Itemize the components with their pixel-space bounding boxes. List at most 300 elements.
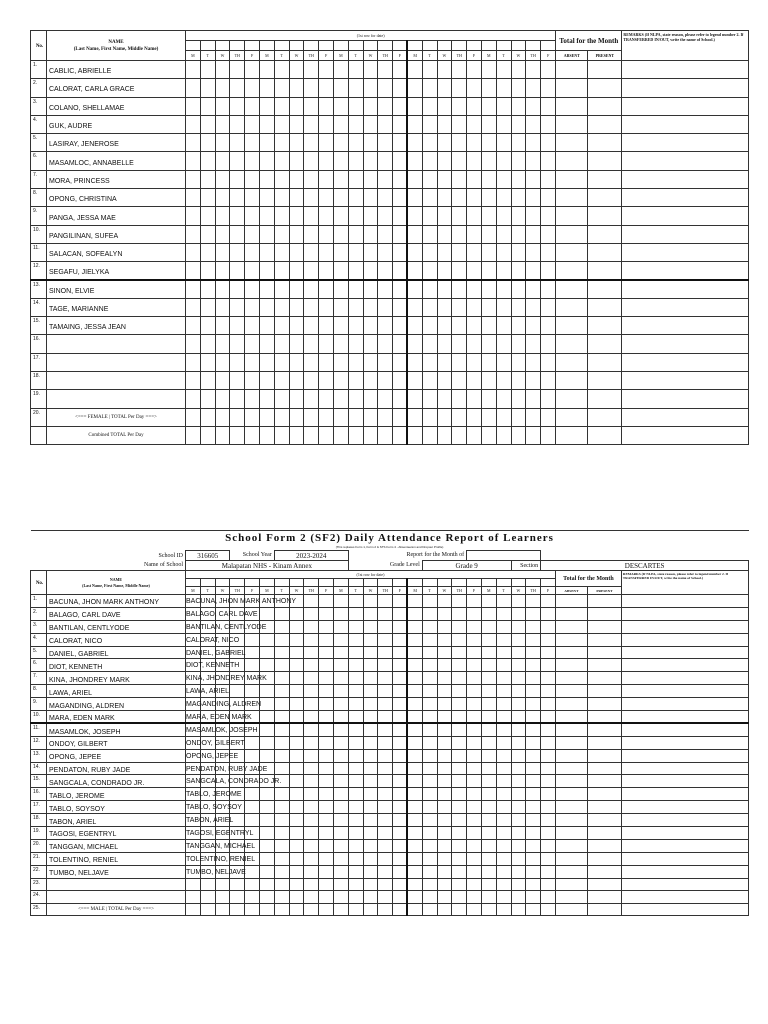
- attendance-cell[interactable]: [245, 280, 260, 298]
- total-day-cell[interactable]: [407, 408, 422, 426]
- attendance-cell[interactable]: [215, 372, 230, 390]
- attendance-cell[interactable]: [215, 134, 230, 152]
- attendance-cell[interactable]: [186, 878, 201, 891]
- present-total-cell[interactable]: [587, 749, 621, 762]
- attendance-cell[interactable]: [378, 595, 393, 608]
- attendance-cell[interactable]: [259, 814, 274, 827]
- total-day-cell[interactable]: [245, 904, 260, 916]
- attendance-cell[interactable]: [422, 298, 437, 316]
- attendance-cell[interactable]: [304, 607, 319, 620]
- attendance-cell[interactable]: [259, 788, 274, 801]
- attendance-cell[interactable]: [452, 243, 467, 261]
- attendance-cell[interactable]: [289, 298, 304, 316]
- attendance-cell[interactable]: [407, 749, 422, 762]
- attendance-cell[interactable]: [481, 685, 496, 698]
- attendance-cell[interactable]: [289, 152, 304, 170]
- attendance-cell[interactable]: [363, 711, 378, 724]
- remarks-cell[interactable]: [621, 723, 748, 736]
- attendance-cell[interactable]: [511, 243, 526, 261]
- total-day-cell[interactable]: [393, 426, 408, 444]
- attendance-cell[interactable]: [304, 61, 319, 79]
- attendance-cell[interactable]: [437, 207, 452, 225]
- date-cell[interactable]: [541, 579, 556, 587]
- absent-total-cell[interactable]: [555, 659, 587, 672]
- attendance-cell[interactable]: [422, 152, 437, 170]
- attendance-cell[interactable]: [333, 659, 348, 672]
- attendance-cell[interactable]: [245, 152, 260, 170]
- attendance-cell[interactable]: [333, 607, 348, 620]
- attendance-cell[interactable]: [363, 607, 378, 620]
- attendance-cell[interactable]: [245, 749, 260, 762]
- attendance-cell[interactable]: [541, 749, 556, 762]
- attendance-cell[interactable]: [245, 891, 260, 904]
- attendance-cell[interactable]: [437, 801, 452, 814]
- attendance-cell[interactable]: [333, 353, 348, 371]
- attendance-cell[interactable]: [319, 243, 334, 261]
- attendance-cell[interactable]: [304, 685, 319, 698]
- attendance-cell[interactable]: [437, 775, 452, 788]
- attendance-cell[interactable]: [304, 827, 319, 840]
- attendance-cell[interactable]: [511, 607, 526, 620]
- total-day-cell[interactable]: [200, 904, 215, 916]
- attendance-cell[interactable]: [407, 372, 422, 390]
- present-total-cell[interactable]: [587, 762, 621, 775]
- attendance-cell[interactable]: [289, 839, 304, 852]
- attendance-cell[interactable]: [526, 607, 541, 620]
- attendance-cell[interactable]: [496, 134, 511, 152]
- attendance-cell[interactable]: [511, 762, 526, 775]
- total-day-cell[interactable]: [289, 426, 304, 444]
- total-day-cell[interactable]: [378, 408, 393, 426]
- attendance-cell[interactable]: [378, 891, 393, 904]
- total-day-cell[interactable]: [511, 904, 526, 916]
- attendance-cell[interactable]: [274, 225, 289, 243]
- attendance-cell[interactable]: [319, 659, 334, 672]
- attendance-cell[interactable]: [319, 801, 334, 814]
- attendance-cell[interactable]: [304, 298, 319, 316]
- attendance-cell[interactable]: [289, 79, 304, 97]
- attendance-cell[interactable]: [526, 788, 541, 801]
- attendance-cell[interactable]: [348, 620, 363, 633]
- attendance-cell[interactable]: [496, 801, 511, 814]
- attendance-cell[interactable]: [319, 152, 334, 170]
- attendance-cell[interactable]: [541, 189, 556, 207]
- attendance-cell[interactable]: [215, 298, 230, 316]
- attendance-cell[interactable]: [304, 262, 319, 280]
- attendance-cell[interactable]: [186, 891, 201, 904]
- attendance-cell[interactable]: [186, 335, 201, 353]
- attendance-cell[interactable]: [437, 607, 452, 620]
- attendance-cell[interactable]: [348, 659, 363, 672]
- total-day-cell[interactable]: [437, 426, 452, 444]
- attendance-cell[interactable]: [437, 736, 452, 749]
- attendance-cell[interactable]: [422, 736, 437, 749]
- present-total-cell[interactable]: [587, 646, 621, 659]
- attendance-cell[interactable]: [407, 801, 422, 814]
- attendance-cell[interactable]: [511, 79, 526, 97]
- attendance-cell[interactable]: [481, 353, 496, 371]
- attendance-cell[interactable]: [422, 891, 437, 904]
- attendance-cell[interactable]: [452, 711, 467, 724]
- date-cell[interactable]: [186, 579, 201, 587]
- total-day-cell[interactable]: [215, 408, 230, 426]
- attendance-cell[interactable]: [393, 839, 408, 852]
- attendance-cell[interactable]: [319, 390, 334, 408]
- attendance-cell[interactable]: [511, 827, 526, 840]
- attendance-cell[interactable]: [511, 298, 526, 316]
- attendance-cell[interactable]: [511, 672, 526, 685]
- attendance-cell[interactable]: [452, 633, 467, 646]
- attendance-cell[interactable]: [319, 865, 334, 878]
- attendance-cell[interactable]: [348, 298, 363, 316]
- absent-total-cell[interactable]: [556, 317, 588, 335]
- attendance-cell[interactable]: [496, 762, 511, 775]
- attendance-cell[interactable]: [363, 335, 378, 353]
- attendance-cell[interactable]: [541, 891, 556, 904]
- absent-total-cell[interactable]: [555, 672, 587, 685]
- total-day-cell[interactable]: [452, 426, 467, 444]
- attendance-cell[interactable]: [245, 646, 260, 659]
- attendance-cell[interactable]: [215, 390, 230, 408]
- attendance-cell[interactable]: [289, 335, 304, 353]
- attendance-cell[interactable]: [526, 891, 541, 904]
- attendance-cell[interactable]: [422, 225, 437, 243]
- attendance-cell[interactable]: [200, 878, 215, 891]
- attendance-cell[interactable]: [186, 672, 267, 685]
- attendance-cell[interactable]: [274, 736, 289, 749]
- attendance-cell[interactable]: [511, 280, 526, 298]
- absent-total-cell[interactable]: [555, 595, 587, 608]
- attendance-cell[interactable]: [452, 698, 467, 711]
- attendance-cell[interactable]: [511, 775, 526, 788]
- attendance-cell[interactable]: [378, 839, 393, 852]
- attendance-cell[interactable]: [259, 852, 274, 865]
- attendance-cell[interactable]: [511, 262, 526, 280]
- attendance-cell[interactable]: [467, 736, 482, 749]
- absent-total-cell[interactable]: [556, 189, 588, 207]
- attendance-cell[interactable]: [200, 225, 215, 243]
- attendance-cell[interactable]: [526, 317, 541, 335]
- attendance-cell[interactable]: [333, 170, 348, 188]
- present-total-cell[interactable]: [588, 390, 622, 408]
- absent-total-cell[interactable]: [556, 207, 588, 225]
- remarks-cell[interactable]: [621, 878, 748, 891]
- present-total-cell[interactable]: [587, 595, 621, 608]
- present-total-cell[interactable]: [588, 152, 622, 170]
- attendance-cell[interactable]: [363, 659, 378, 672]
- attendance-cell[interactable]: [407, 814, 422, 827]
- total-cell[interactable]: [556, 408, 588, 426]
- attendance-cell[interactable]: [378, 749, 393, 762]
- remarks-cell[interactable]: [621, 852, 748, 865]
- date-cell[interactable]: [437, 41, 452, 51]
- attendance-cell[interactable]: [393, 762, 408, 775]
- total-day-cell[interactable]: [274, 426, 289, 444]
- attendance-cell[interactable]: [319, 814, 334, 827]
- attendance-cell[interactable]: [186, 79, 201, 97]
- attendance-cell[interactable]: [289, 749, 304, 762]
- attendance-cell[interactable]: [186, 262, 201, 280]
- total-day-cell[interactable]: [274, 904, 289, 916]
- attendance-cell[interactable]: [363, 298, 378, 316]
- attendance-cell[interactable]: [319, 788, 334, 801]
- attendance-cell[interactable]: [348, 865, 363, 878]
- remarks-cell[interactable]: [622, 61, 749, 79]
- attendance-cell[interactable]: [422, 711, 437, 724]
- attendance-cell[interactable]: [259, 646, 274, 659]
- attendance-cell[interactable]: [378, 298, 393, 316]
- attendance-cell[interactable]: [378, 152, 393, 170]
- attendance-cell[interactable]: [437, 878, 452, 891]
- attendance-cell[interactable]: [407, 711, 422, 724]
- total-day-cell[interactable]: [274, 408, 289, 426]
- total-day-cell[interactable]: [363, 904, 378, 916]
- attendance-cell[interactable]: [407, 788, 422, 801]
- attendance-cell[interactable]: [541, 865, 556, 878]
- attendance-cell[interactable]: [407, 243, 422, 261]
- attendance-cell[interactable]: [245, 372, 260, 390]
- attendance-cell[interactable]: [496, 749, 511, 762]
- attendance-cell[interactable]: [437, 335, 452, 353]
- attendance-cell[interactable]: [274, 298, 289, 316]
- total-day-cell[interactable]: [215, 426, 230, 444]
- total-cell[interactable]: [622, 408, 749, 426]
- attendance-cell[interactable]: [333, 672, 348, 685]
- attendance-cell[interactable]: [289, 225, 304, 243]
- attendance-cell[interactable]: [496, 595, 511, 608]
- date-cell[interactable]: [467, 579, 482, 587]
- attendance-cell[interactable]: [245, 170, 260, 188]
- attendance-cell[interactable]: [393, 711, 408, 724]
- attendance-cell[interactable]: [289, 659, 304, 672]
- attendance-cell[interactable]: [289, 736, 304, 749]
- present-total-cell[interactable]: [587, 620, 621, 633]
- attendance-cell[interactable]: [289, 189, 304, 207]
- attendance-cell[interactable]: [378, 262, 393, 280]
- total-day-cell[interactable]: [186, 426, 201, 444]
- attendance-cell[interactable]: [259, 170, 274, 188]
- present-total-cell[interactable]: [588, 353, 622, 371]
- date-cell[interactable]: [289, 579, 304, 587]
- attendance-cell[interactable]: [437, 298, 452, 316]
- attendance-cell[interactable]: [541, 672, 556, 685]
- attendance-cell[interactable]: [496, 775, 511, 788]
- attendance-cell[interactable]: [481, 390, 496, 408]
- attendance-cell[interactable]: [393, 736, 408, 749]
- total-day-cell[interactable]: [215, 904, 230, 916]
- attendance-cell[interactable]: [348, 723, 363, 736]
- attendance-cell[interactable]: [215, 97, 230, 115]
- attendance-cell[interactable]: [215, 878, 230, 891]
- attendance-cell[interactable]: [348, 685, 363, 698]
- total-day-cell[interactable]: [511, 408, 526, 426]
- attendance-cell[interactable]: [274, 390, 289, 408]
- attendance-cell[interactable]: [496, 878, 511, 891]
- attendance-cell[interactable]: [289, 97, 304, 115]
- attendance-cell[interactable]: [245, 79, 260, 97]
- attendance-cell[interactable]: [481, 620, 496, 633]
- attendance-cell[interactable]: [481, 711, 496, 724]
- attendance-cell[interactable]: [333, 335, 348, 353]
- attendance-cell[interactable]: [437, 891, 452, 904]
- attendance-cell[interactable]: [511, 61, 526, 79]
- attendance-cell[interactable]: [496, 620, 511, 633]
- attendance-cell[interactable]: [407, 620, 422, 633]
- attendance-cell[interactable]: [452, 839, 467, 852]
- attendance-cell[interactable]: [526, 646, 541, 659]
- attendance-cell[interactable]: [333, 891, 348, 904]
- attendance-cell[interactable]: [215, 243, 230, 261]
- attendance-cell[interactable]: [422, 839, 437, 852]
- attendance-cell[interactable]: [348, 152, 363, 170]
- attendance-cell[interactable]: [333, 225, 348, 243]
- remarks-cell[interactable]: [621, 620, 748, 633]
- attendance-cell[interactable]: [274, 827, 289, 840]
- attendance-cell[interactable]: [452, 390, 467, 408]
- attendance-cell[interactable]: [541, 788, 556, 801]
- attendance-cell[interactable]: [481, 97, 496, 115]
- total-cell[interactable]: [587, 904, 621, 916]
- attendance-cell[interactable]: [407, 97, 422, 115]
- attendance-cell[interactable]: [186, 801, 242, 814]
- attendance-cell[interactable]: [437, 646, 452, 659]
- attendance-cell[interactable]: [348, 672, 363, 685]
- attendance-cell[interactable]: [511, 372, 526, 390]
- attendance-cell[interactable]: [289, 61, 304, 79]
- attendance-cell[interactable]: [541, 390, 556, 408]
- attendance-cell[interactable]: [422, 685, 437, 698]
- attendance-cell[interactable]: [230, 891, 245, 904]
- attendance-cell[interactable]: [407, 61, 422, 79]
- attendance-cell[interactable]: [348, 711, 363, 724]
- attendance-cell[interactable]: [526, 827, 541, 840]
- attendance-cell[interactable]: [422, 775, 437, 788]
- attendance-cell[interactable]: [200, 243, 215, 261]
- attendance-cell[interactable]: [348, 317, 363, 335]
- attendance-cell[interactable]: [186, 243, 201, 261]
- attendance-cell[interactable]: [437, 280, 452, 298]
- attendance-cell[interactable]: [467, 891, 482, 904]
- attendance-cell[interactable]: [245, 225, 260, 243]
- remarks-cell[interactable]: [622, 79, 749, 97]
- attendance-cell[interactable]: [511, 839, 526, 852]
- attendance-cell[interactable]: [393, 865, 408, 878]
- attendance-cell[interactable]: [289, 646, 304, 659]
- attendance-cell[interactable]: [422, 633, 437, 646]
- attendance-cell[interactable]: [333, 865, 348, 878]
- attendance-cell[interactable]: [496, 207, 511, 225]
- attendance-cell[interactable]: [393, 170, 408, 188]
- attendance-cell[interactable]: [452, 801, 467, 814]
- attendance-cell[interactable]: [363, 280, 378, 298]
- attendance-cell[interactable]: [452, 749, 467, 762]
- attendance-cell[interactable]: [452, 865, 467, 878]
- total-cell[interactable]: [588, 426, 622, 444]
- present-total-cell[interactable]: [588, 61, 622, 79]
- attendance-cell[interactable]: [481, 280, 496, 298]
- attendance-cell[interactable]: [481, 814, 496, 827]
- total-cell[interactable]: [555, 904, 587, 916]
- attendance-cell[interactable]: [319, 170, 334, 188]
- attendance-cell[interactable]: [511, 788, 526, 801]
- attendance-cell[interactable]: [319, 646, 334, 659]
- attendance-cell[interactable]: [259, 61, 274, 79]
- attendance-cell[interactable]: [363, 749, 378, 762]
- date-cell[interactable]: [452, 41, 467, 51]
- attendance-cell[interactable]: [526, 262, 541, 280]
- date-cell[interactable]: [422, 579, 437, 587]
- attendance-cell[interactable]: [481, 659, 496, 672]
- attendance-cell[interactable]: [348, 243, 363, 261]
- attendance-cell[interactable]: [393, 646, 408, 659]
- attendance-cell[interactable]: [200, 372, 215, 390]
- date-cell[interactable]: [215, 41, 230, 51]
- attendance-cell[interactable]: [245, 814, 260, 827]
- attendance-cell[interactable]: [363, 189, 378, 207]
- remarks-cell[interactable]: [621, 865, 748, 878]
- attendance-cell[interactable]: [230, 298, 245, 316]
- attendance-cell[interactable]: [496, 280, 511, 298]
- attendance-cell[interactable]: [407, 298, 422, 316]
- attendance-cell[interactable]: [422, 865, 437, 878]
- attendance-cell[interactable]: [200, 353, 215, 371]
- attendance-cell[interactable]: [378, 827, 393, 840]
- attendance-cell[interactable]: [378, 865, 393, 878]
- attendance-cell[interactable]: [200, 115, 215, 133]
- attendance-cell[interactable]: [422, 878, 437, 891]
- attendance-cell[interactable]: [215, 317, 230, 335]
- attendance-cell[interactable]: [333, 685, 348, 698]
- attendance-cell[interactable]: [393, 79, 408, 97]
- attendance-cell[interactable]: [481, 827, 496, 840]
- attendance-cell[interactable]: [304, 97, 319, 115]
- attendance-cell[interactable]: [319, 839, 334, 852]
- absent-total-cell[interactable]: [556, 97, 588, 115]
- attendance-cell[interactable]: [333, 317, 348, 335]
- total-day-cell[interactable]: [230, 426, 245, 444]
- date-cell[interactable]: [541, 41, 556, 51]
- attendance-cell[interactable]: [526, 79, 541, 97]
- present-total-cell[interactable]: [588, 372, 622, 390]
- absent-total-cell[interactable]: [555, 685, 587, 698]
- present-total-cell[interactable]: [587, 839, 621, 852]
- date-cell[interactable]: [274, 41, 289, 51]
- attendance-cell[interactable]: [437, 852, 452, 865]
- absent-total-cell[interactable]: [556, 134, 588, 152]
- attendance-cell[interactable]: [215, 189, 230, 207]
- attendance-cell[interactable]: [393, 317, 408, 335]
- attendance-cell[interactable]: [186, 646, 246, 659]
- attendance-cell[interactable]: [289, 390, 304, 408]
- attendance-cell[interactable]: [319, 723, 334, 736]
- total-day-cell[interactable]: [541, 408, 556, 426]
- attendance-cell[interactable]: [437, 827, 452, 840]
- total-day-cell[interactable]: [259, 904, 274, 916]
- attendance-cell[interactable]: [452, 225, 467, 243]
- attendance-cell[interactable]: [526, 814, 541, 827]
- absent-total-cell[interactable]: [555, 711, 587, 724]
- attendance-cell[interactable]: [511, 390, 526, 408]
- attendance-cell[interactable]: [378, 353, 393, 371]
- attendance-cell[interactable]: [541, 335, 556, 353]
- attendance-cell[interactable]: [452, 775, 467, 788]
- attendance-cell[interactable]: [511, 225, 526, 243]
- attendance-cell[interactable]: [481, 262, 496, 280]
- attendance-cell[interactable]: [496, 685, 511, 698]
- present-total-cell[interactable]: [587, 607, 621, 620]
- attendance-cell[interactable]: [348, 280, 363, 298]
- attendance-cell[interactable]: [363, 852, 378, 865]
